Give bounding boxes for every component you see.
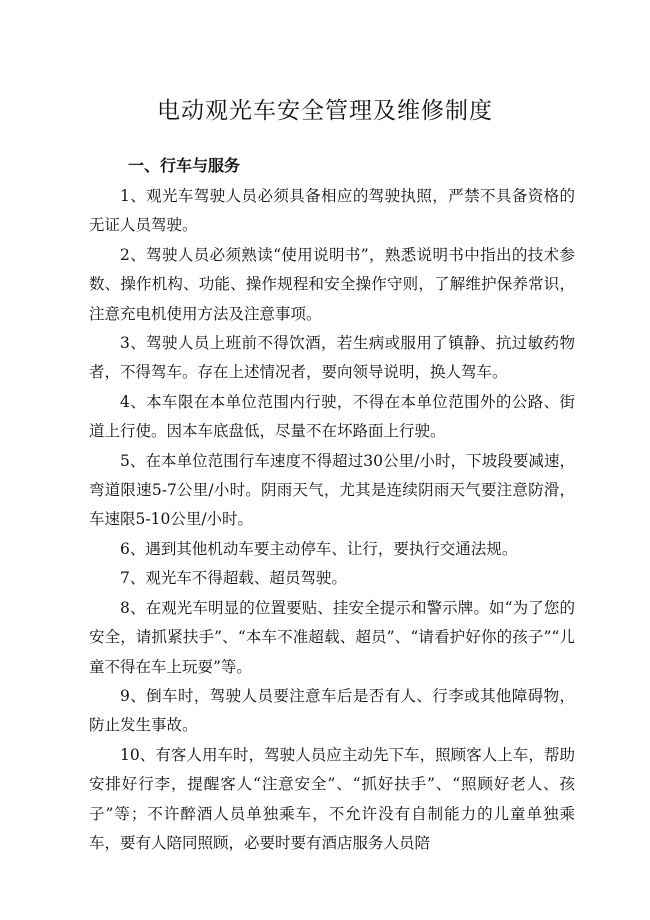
paragraph: 1、观光车驾驶人员必须具备相应的驾驶执照，严禁不具备资格的无证人员驾驶。 (89, 187, 575, 235)
paragraph: 8、在观光车明显的位置要贴、挂安全提示和警示牌。如“为了您的安全，请抓紧扶手”、“本车不准超载、超员”、“请看护好你的孩子”“儿童不得在车上玩耍”等。 (89, 598, 575, 676)
paragraph: 7、观光车不得超载、超员驾驶。 (120, 569, 347, 588)
paragraph: 10、有客人用车时，驾驶人员应主动先下车，照顾客人上车，帮助安排好行李，提醒客人“注意安全”、“抓好扶手”、“照顾好老人、孩子”等；不许醉酒人员单独乘车，不允许没有自制能力的儿童单独乘车，要有人陪同照顾，必要时要有酒店服务人员陪 (89, 745, 575, 852)
section-heading: 一、行车与服务 (128, 156, 241, 175)
document-title: 电动观光车安全管理及维修制度 (157, 98, 493, 124)
document-body (89, 182, 575, 858)
paragraph: 5、在本单位范围行车速度不得超过30公里/小时，下坡段要减速，弯道限速5-7公里/小时。阴雨天气，尤其是连续阴雨天气要注意防滑，车速限5-10公里/小时。 (89, 451, 575, 529)
paragraph: 3、驾驶人员上班前不得饮酒，若生病或服用了镇静、抗过敏药物者，不得驾车。存在上述情况者，要向领导说明，换人驾车。 (89, 334, 575, 382)
paragraph: 9、倒车时，驾驶人员要注意车后是否有人、行李或其他障碍物，防止发生事故。 (89, 686, 575, 735)
paragraph: 4、本车限在本单位范围内行驶，不得在本单位范围外的公路、街道上行使。因本车底盘低，尽量不在坏路面上行驶。 (89, 392, 575, 441)
paragraph: 6、遇到其他机动车要主动停车、让行，要执行交通法规。 (120, 539, 518, 558)
paragraph: 2、驾驶人员必须熟读“使用说明书”，熟悉说明书中指出的技术参数、操作机构、功能、操作规程和安全操作守则，了解维护保养常识，注意充电机使用方法及注意事项。 (89, 245, 575, 323)
